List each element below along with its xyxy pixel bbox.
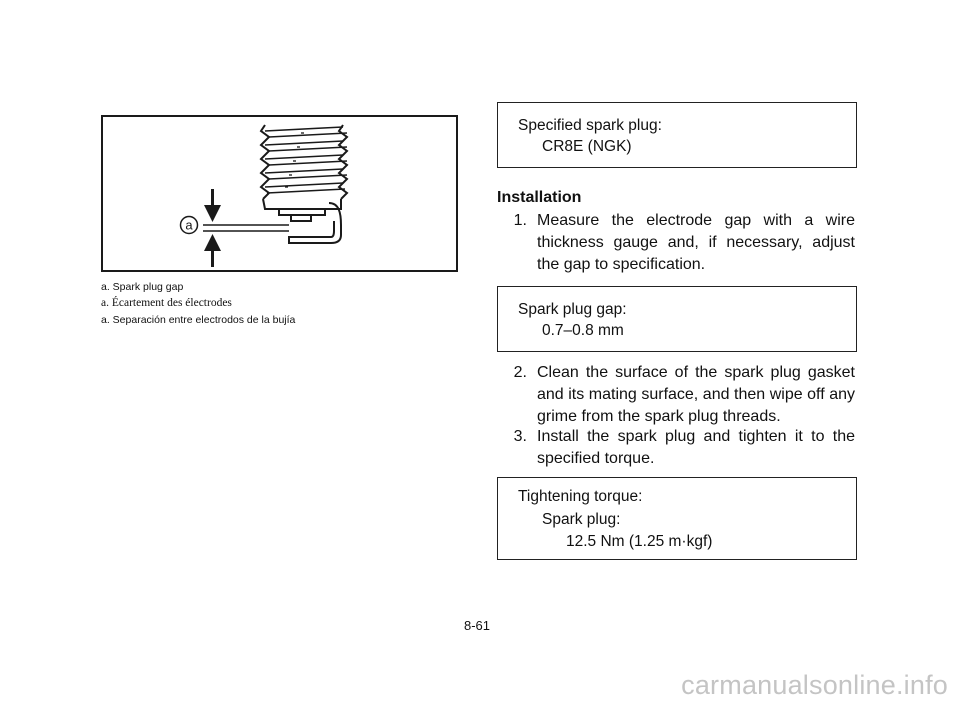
step-item — [497, 426, 857, 470]
step-number: 2. — [513, 364, 527, 381]
watermark: carmanualsonline.info — [681, 670, 948, 700]
spec-box-spark-plug — [497, 102, 857, 168]
spec-value: CR8E (NGK) — [542, 138, 632, 155]
spec-value: 0.7–0.8 mm — [542, 322, 624, 339]
caption-english: a. Spark plug gap — [101, 281, 184, 293]
arrow-up-icon — [204, 234, 221, 251]
step-item — [497, 210, 857, 276]
step-item — [497, 362, 857, 428]
spark-plug-gap-figure — [101, 115, 458, 272]
spec-value: 12.5 Nm (1.25 m·kgf) — [566, 533, 713, 550]
caption-spanish: a. Separación entre electrodos de la bujía — [101, 314, 296, 326]
spec-label: Specified spark plug: — [518, 117, 662, 134]
caption-french: a. Écartement des électrodes — [101, 297, 232, 309]
spec-box-gap — [497, 286, 857, 352]
step-text: Clean the surface of the spark plug gasket and its mating surface, and then wipe off any grime from the spark plug threads. — [537, 364, 855, 425]
step-text: Measure the electrode gap with a wire thickness gauge and, if necessary, adjust the gap to specification. — [537, 212, 855, 273]
spark-plug-illustration — [103, 117, 456, 270]
spec-item: Spark plug: — [542, 511, 621, 528]
spec-box-torque — [497, 477, 857, 560]
page-number: 8-61 — [464, 618, 491, 633]
step-number: 1. — [513, 212, 527, 229]
step-text: Install the spark plug and tighten it to the specified torque. — [537, 428, 855, 467]
spec-label: Spark plug gap: — [518, 301, 627, 318]
step-number: 3. — [513, 428, 527, 445]
arrow-down-icon — [204, 205, 221, 222]
callout-letter: a — [185, 217, 193, 233]
spec-label: Tightening torque: — [518, 488, 643, 505]
section-heading: Installation — [497, 189, 582, 206]
